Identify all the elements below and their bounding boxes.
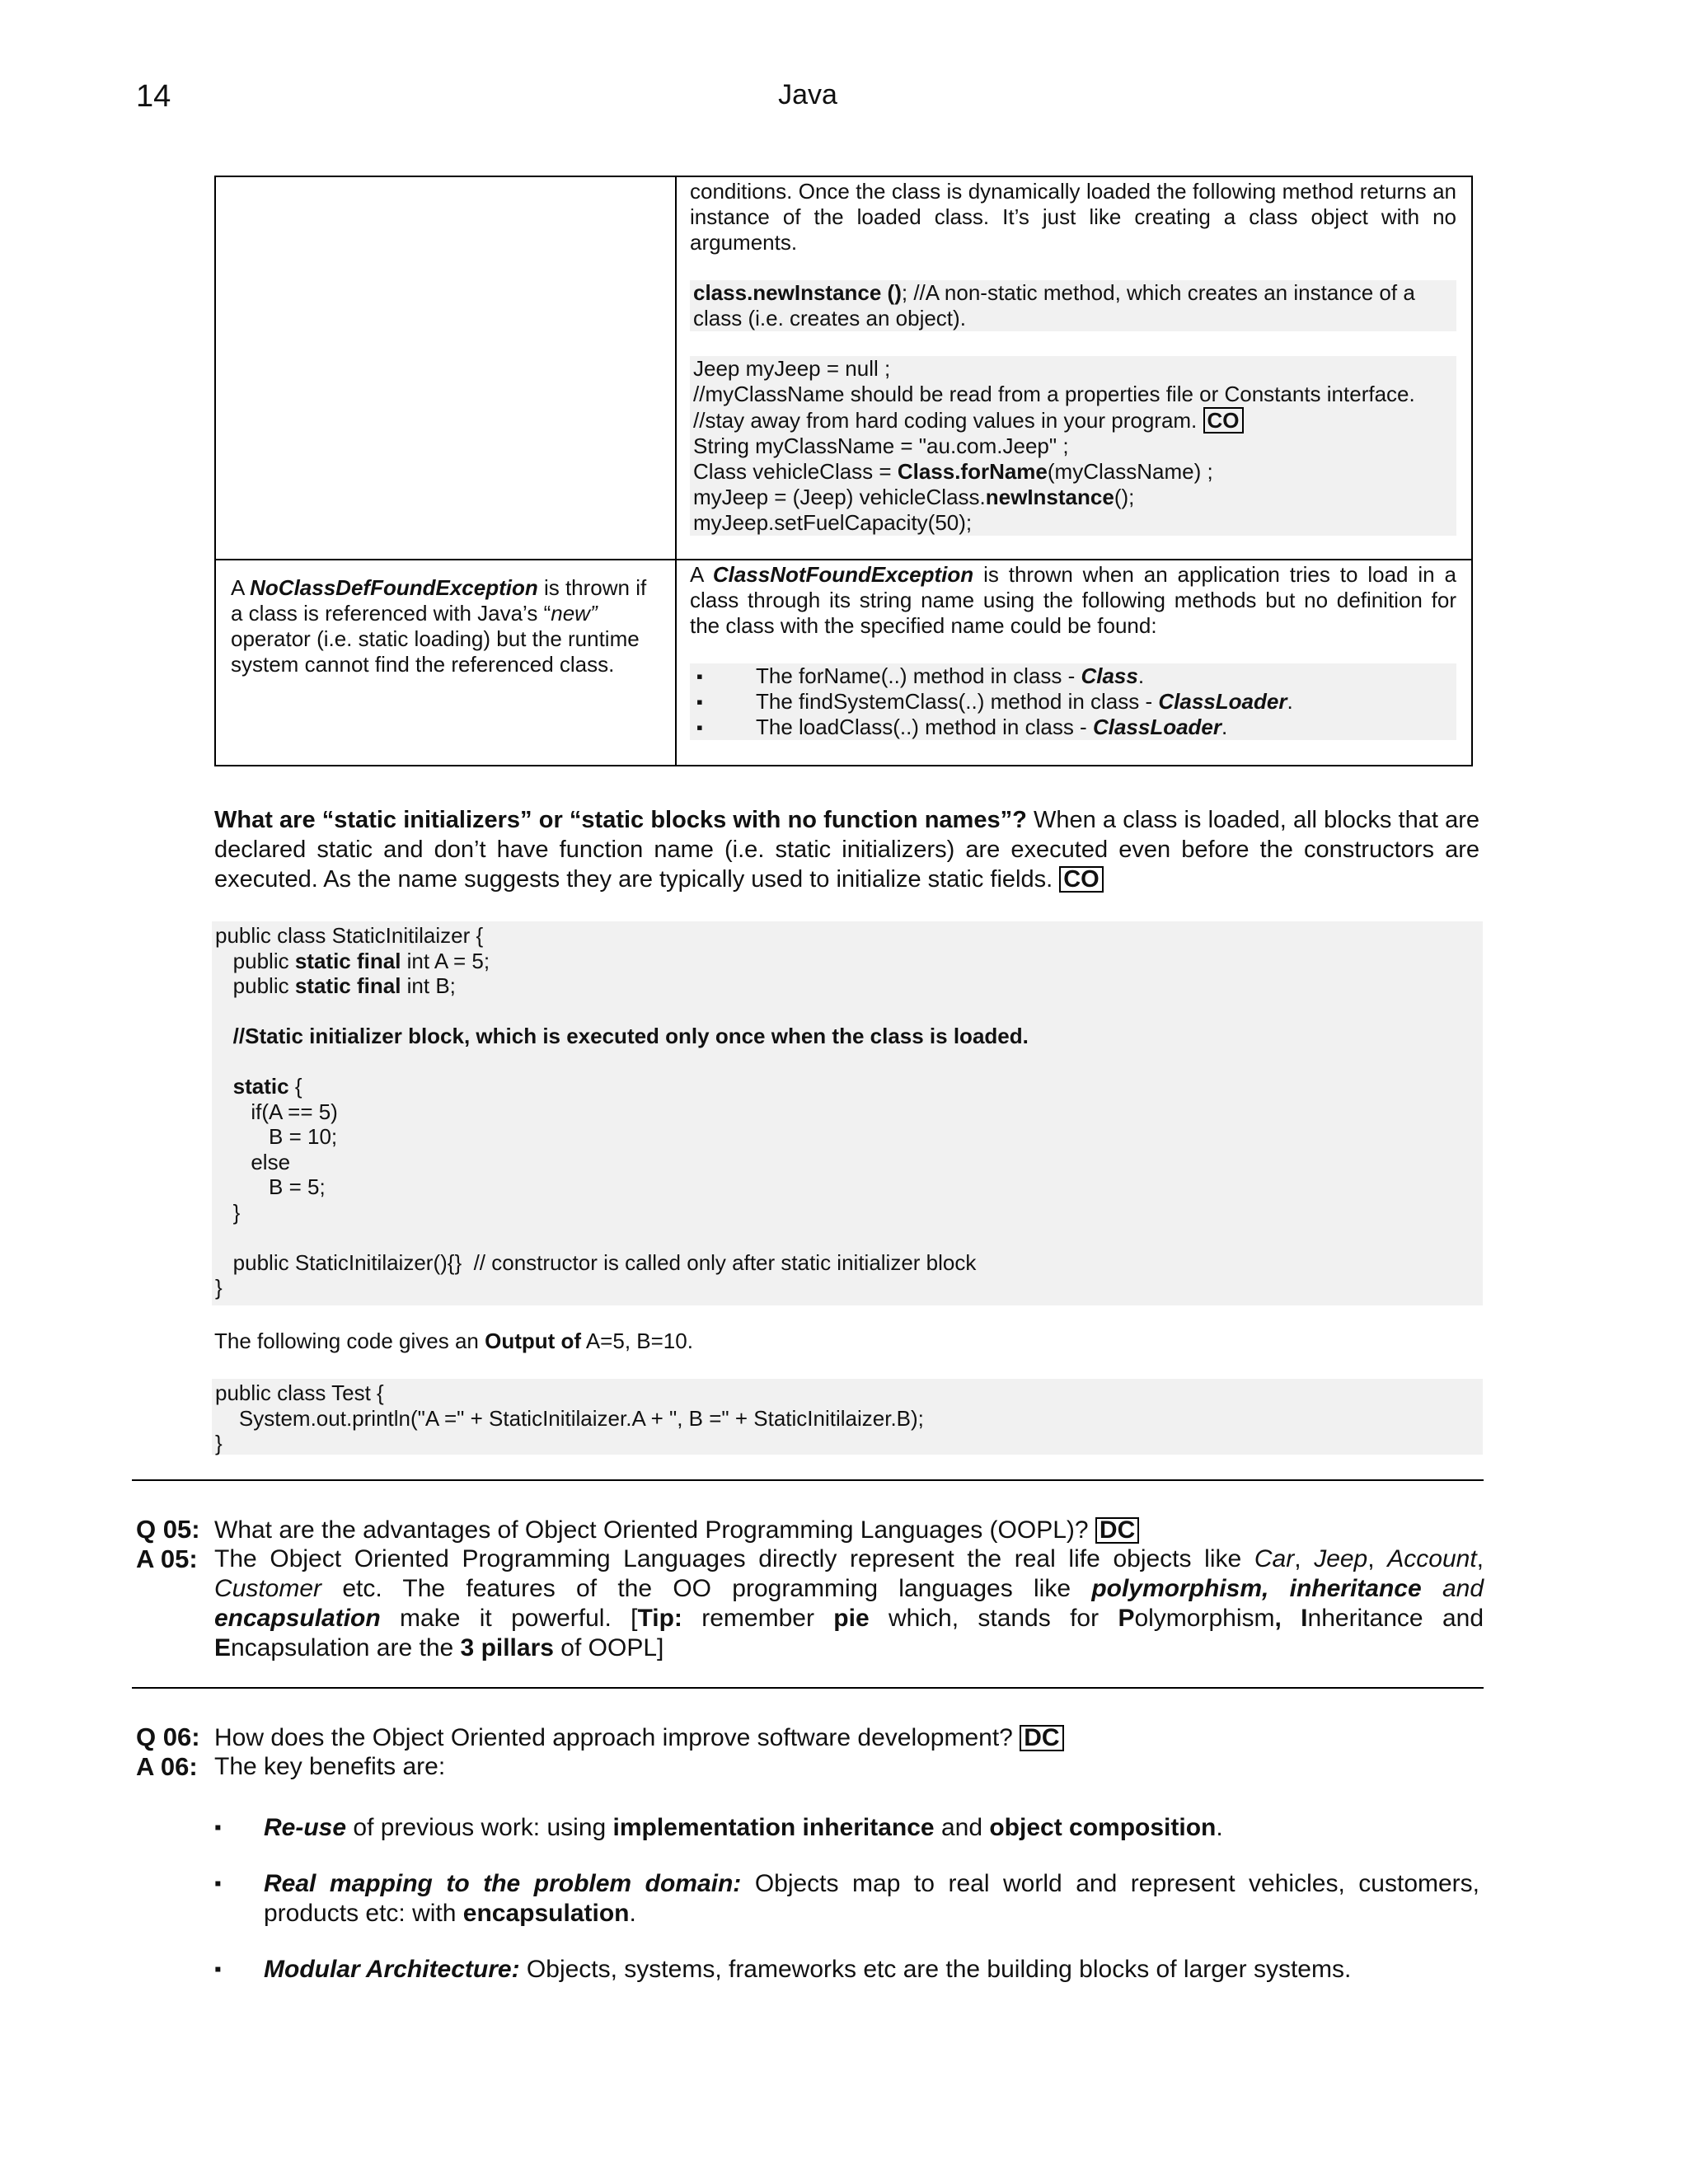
test-class-code: public class Test { System.out.println("A =" + StaticInitilaizer.A + ", B =" + StaticInitilaizer.B); }: [212, 1379, 1483, 1455]
list-item: ▪ The loadClass(..) method in class - ClassLoader.: [693, 715, 1456, 740]
bullet-icon: ▪: [214, 1816, 222, 1839]
list-item: ▪ The forName(..) method in class - Class.: [693, 663, 1456, 689]
method-list: [690, 663, 1456, 740]
list-item: ▪ Re-use of previous work: using implementation inheritance and object composition.: [214, 1814, 1223, 1841]
list-item: ▪ Real mapping to the problem domain: Objects map to real world and represent vehicles, customers, products etc: with encapsulation.: [214, 1870, 1480, 1927]
list-item: ▪ The findSystemClass(..) method in class - ClassLoader.: [693, 689, 1456, 715]
static-initializer-paragraph: What are “static initializers” or “static blocks with no function names”? When a class is loaded, all blocks that are declared static and don’t have function name (i.e. static initializers) are executed even before the constructors are executed. As the name suggests they are typically used to initialize static fields. CO: [214, 807, 1479, 893]
question-06: Q 06: How does the Object Oriented approach improve software development? DC: [136, 1722, 1064, 1753]
table-cell-classnotfound: A ClassNotFoundException is thrown when an application tries to load in a class through its string name using the following methods but no definition for the class with the specified name could be found: ▪ The forName(..) method in class - Class. ▪ The findSystemClass(..) method in class - ClassLoader. ▪ The loadClass(..) method in class - ClassLoader.: [676, 560, 1472, 766]
question-05: Q 05: What are the advantages of Object Oriented Programming Languages (OOPL)? DC: [136, 1515, 1139, 1545]
running-title: Java: [778, 79, 837, 110]
table-cell-noclassdef: A NoClassDefFoundException is thrown if a class is referenced with Java’s “new” operator (i.e. static loading) but the runtime system cannot find the referenced class.: [215, 560, 676, 766]
co-badge: CO: [1203, 407, 1244, 434]
dc-badge: DC: [1020, 1725, 1063, 1751]
comparison-table: [214, 176, 1473, 766]
dynamic-loading-text: conditions. Once the class is dynamically loaded the following method returns an instance of the loaded class. It’s just like creating a class object with no arguments.: [690, 179, 1456, 255]
answer-06: A 06: The key benefits are:: [136, 1752, 446, 1781]
section-divider: [132, 1687, 1484, 1689]
static-initializer-code: public class StaticInitilaizer { public static final int A = 5; public static final int B; //Static initializer block, which is executed only once when the class is loaded. static { if(A == 5) B = 10; else B = 5; } public StaticInitilaizer(){} // constructor is called only after static initializer block }: [212, 921, 1483, 1305]
dc-badge: DC: [1095, 1517, 1139, 1544]
new-instance-code: class.newInstance (); //A non-static method, which creates an instance of a class (i.e. creates an object).: [690, 280, 1456, 331]
table-cell-dynamic-loading: [676, 176, 1472, 560]
table-row: [215, 176, 1472, 560]
co-badge: CO: [1059, 866, 1104, 893]
table-cell-empty: [215, 176, 676, 560]
section-divider: [132, 1479, 1484, 1481]
dynamic-loading-code: Jeep myJeep = null ; //myClassName should be read from a properties file or Constants interface. //stay away from hard coding values in your program. CO String myClassName = "au.com.Jeep" ; Class vehicleClass = Class.forName(myClassName) ; myJeep = (Jeep) vehicleClass.newInstance(); myJeep.setFuelCapacity(50);: [690, 356, 1456, 536]
output-text: The following code gives an Output of A=5, B=10.: [214, 1329, 693, 1353]
list-item: ▪ Modular Architecture: Objects, systems, frameworks etc are the building blocks of larger systems.: [214, 1956, 1352, 1983]
bullet-icon: ▪: [214, 1872, 222, 1895]
table-row: [215, 560, 1472, 766]
page-number: 14: [136, 79, 171, 114]
bullet-icon: ▪: [214, 1958, 222, 1980]
answer-05: A 05: The Object Oriented Programming Languages directly represent the real life objects like Car, Jeep, Account, Customer etc. The features of the OO programming languages like polymorphism, inheritance and encapsulation make it powerful. [Tip: remember pie which, stands for Polymorphism, Inheritance and Encapsulation are the 3 pillars of OOPL]: [136, 1544, 1484, 1661]
